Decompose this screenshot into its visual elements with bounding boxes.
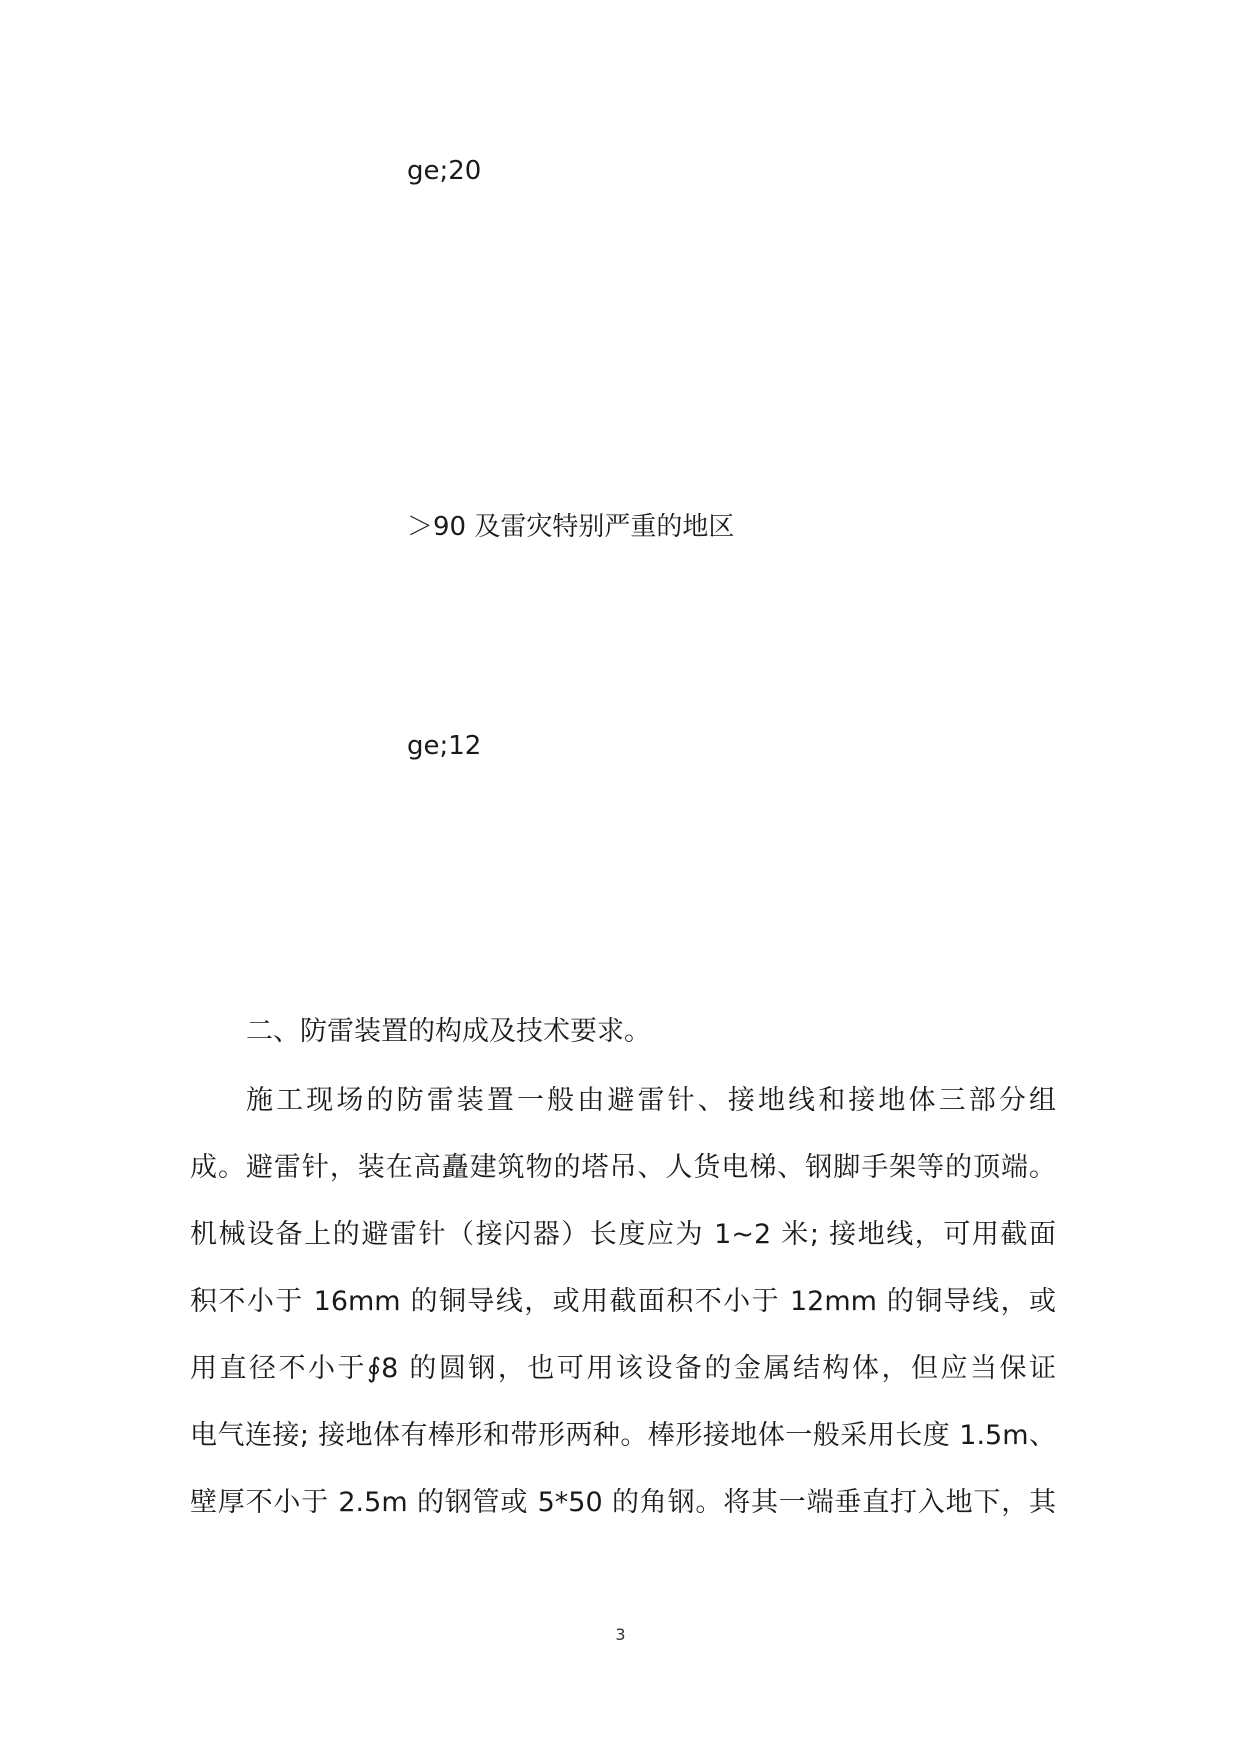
paragraph-line: 机械设备上的避雷针（接闪器）长度应为 1~2 米; 接地线，可用截面 [190, 1219, 1056, 1250]
paragraph-line: 电气连接; 接地体有棒形和带形两种。棒形接地体一般采用长度 1.5m、 [190, 1420, 1056, 1451]
paragraph-line: 用直径不小于∮8 的圆钢，也可用该设备的金属结构体，但应当保证 [190, 1353, 1056, 1384]
text-fragment: ＞90 及雷灾特别严重的地区 [407, 512, 735, 542]
text-fragment: ge;12 [407, 731, 482, 761]
paragraph-line: 积不小于 16mm 的铜导线，或用截面积不小于 12mm 的铜导线，或 [190, 1286, 1056, 1317]
section-heading: 二、防雷装置的构成及技术要求。 [246, 1016, 651, 1047]
paragraph-line: 成。避雷针，装在高矗建筑物的塔吊、人货电梯、钢脚手架等的顶端。 [190, 1152, 1056, 1183]
paragraph-line: 壁厚不小于 2.5m 的钢管或 5*50 的角钢。将其一端垂直打入地下，其 [190, 1487, 1056, 1518]
page-number: 3 [615, 1625, 626, 1644]
paragraph-line: 施工现场的防雷装置一般由避雷针、接地线和接地体三部分组 [246, 1085, 1056, 1116]
text-fragment: ge;20 [407, 156, 482, 186]
